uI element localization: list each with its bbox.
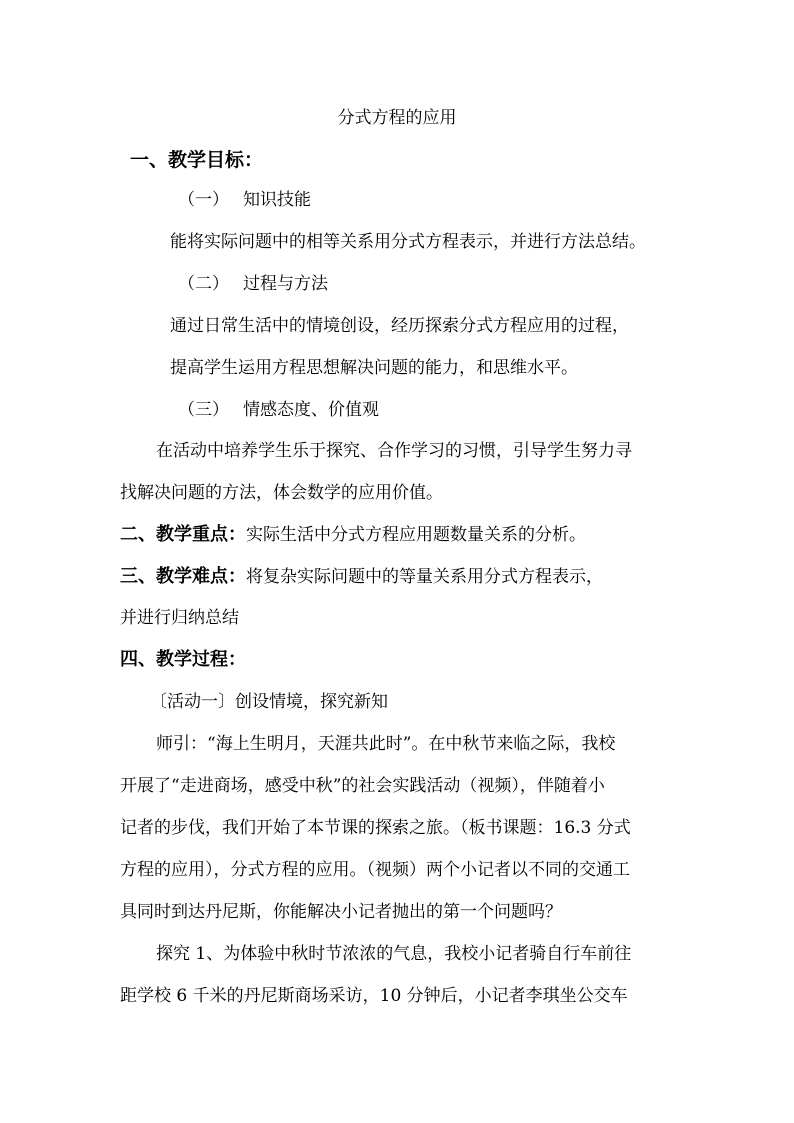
difficulties-text-line2: 并进行归纳总结 — [120, 608, 239, 628]
subheading-title: 过程与方法 — [243, 274, 328, 294]
paragraph-exploration-line: 探究 1、为体验中秋时节浓浓的气息，我校小记者骑自行车前往 — [156, 944, 632, 964]
subheading-title: 情感态度、价值观 — [243, 400, 379, 420]
section-heading-key-points: 二、教学重点： — [120, 524, 246, 545]
document-title: 分式方程的应用 — [337, 108, 457, 128]
subheading-label: （二） — [178, 274, 229, 294]
paragraph-process-line2: 提高学生运用方程思想解决问题的能力，和思维水平。 — [170, 358, 578, 378]
subheading-title: 知识技能 — [243, 190, 311, 210]
difficulties-text-line1: 将复杂实际问题中的等量关系用分式方程表示， — [246, 567, 603, 587]
paragraph-intro-line: 方程的应用），分式方程的应用。（视频）两个小记者以不同的交通工 — [120, 860, 630, 880]
paragraph-intro-line: 师引：“海上生明月，天涯共此时”。在中秋节来临之际，我校 — [156, 734, 616, 754]
subheading-attitude — [178, 398, 379, 422]
section-heading-difficulties: 三、教学难点： — [120, 566, 246, 587]
paragraph-attitude-line2: 找解决问题的方法，体会数学的应用价值。 — [120, 483, 443, 503]
subheading-knowledge — [178, 188, 311, 212]
paragraph-knowledge: 能将实际问题中的相等关系用分式方程表示，并进行方法总结。 — [170, 232, 646, 252]
subheading-label: （一） — [178, 190, 229, 210]
section-heading-objectives: 一、教学目标： — [130, 149, 264, 171]
paragraph-intro-line: 具同时到达丹尼斯，你能解决小记者抛出的第一个问题吗？ — [120, 902, 562, 922]
section-key-points — [120, 523, 586, 547]
subheading-process — [178, 272, 328, 296]
key-points-text: 实际生活中分式方程应用题数量关系的分析。 — [246, 525, 586, 545]
section-heading-process: 四、教学过程： — [120, 649, 246, 670]
paragraph-intro-line: 记者的步伐，我们开始了本节课的探索之旅。（板书课题：16.3 分式 — [120, 818, 631, 838]
paragraph-attitude-line1: 在活动中培养学生乐于探究、合作学习的习惯，引导学生努力寻 — [156, 441, 632, 461]
subheading-label: （三） — [178, 400, 229, 420]
paragraph-exploration-line: 距学校 6 千米的丹尼斯商场采访，10 分钟后，小记者李琪坐公交车 — [120, 986, 628, 1006]
paragraph-intro-line: 开展了“走进商场，感受中秋”的社会实践活动（视频），伴随着小 — [120, 776, 605, 796]
section-difficulties — [120, 565, 603, 589]
paragraph-process-line1: 通过日常生活中的情境创设，经历探索分式方程应用的过程， — [170, 316, 629, 336]
activity-heading: 〔活动一〕创设情境，探究新知 — [150, 692, 388, 712]
